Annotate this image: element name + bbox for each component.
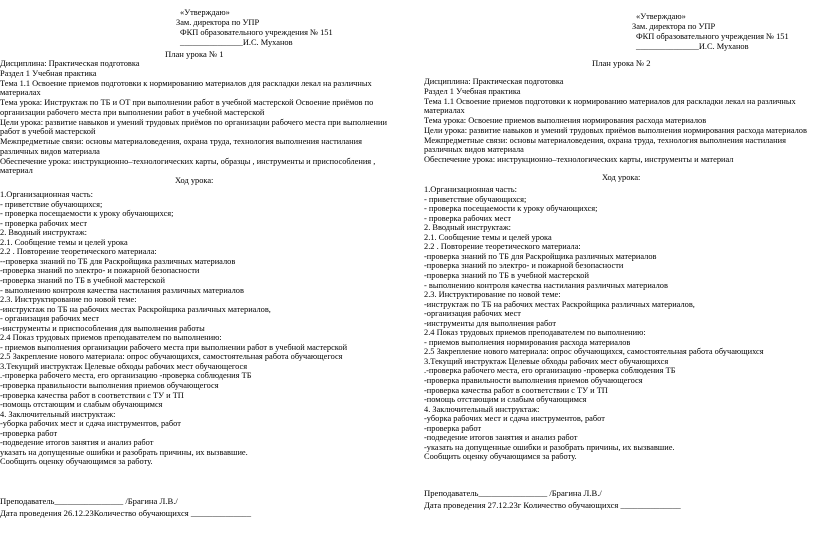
step-line: -инструменты для выполнения работ bbox=[424, 318, 556, 328]
step-line: 2.4 Показ трудовых приемов преподавателем по выполнению: bbox=[0, 333, 222, 343]
step-line: -проверка знаний по ТБ в учебной мастерской bbox=[424, 270, 589, 280]
step-line: -проверка знаний по электро- и пожарной безопасности bbox=[424, 261, 624, 271]
step-line: - приветствие обучающихся; bbox=[0, 199, 103, 209]
step-line: 2.2 . Повторение теоретического материала: bbox=[0, 247, 157, 257]
lesson-info-line: Раздел 1 Учебная практика bbox=[424, 86, 521, 96]
lesson-info-line: Цели урока: развитие навыков и умений трудовых приёмов по организации рабочего места при выполнении bbox=[0, 117, 387, 127]
lesson-info-line: Цели урока: развитие навыков и умений трудовых приёмов выполнения нормирования расхода материалов bbox=[424, 125, 807, 135]
step-line: -подведение итогов занятия и анализ работ bbox=[424, 433, 578, 443]
lesson-info-line: материалах bbox=[0, 88, 41, 98]
approval-position: Зам. директора по УПР bbox=[176, 18, 260, 27]
step-line: 2.1. Сообщение темы и целей урока bbox=[424, 232, 552, 242]
progress-title: Ход урока: bbox=[175, 176, 214, 185]
date-line: Дата проведения 27.12.23г Количество обучающихся ______________ bbox=[424, 500, 681, 510]
step-line: -инструктаж по ТБ на рабочих местах Раскройщика различных материалов, bbox=[424, 299, 695, 309]
step-line: -инструменты и приспособления для выполнения работы bbox=[0, 323, 205, 333]
lesson-info-line: Обеспечение урока: инструкционно–технологических карты, инструменты и материал bbox=[424, 155, 734, 164]
step-line: -подведение итогов занятия и анализ работ bbox=[0, 438, 154, 448]
step-line: -проверка работ bbox=[0, 428, 58, 438]
step-line: Сообщить оценку обучающимся за работу. bbox=[424, 452, 577, 462]
step-line: 1.Организационная часть: bbox=[0, 190, 93, 199]
step-line: 4. Заключительный инструктаж: bbox=[424, 404, 540, 414]
plan-title: План урока № 2 bbox=[592, 58, 651, 68]
lesson-info-line: материалах bbox=[424, 106, 465, 116]
step-line: -проверка работ bbox=[424, 423, 482, 433]
step-line: 2. Вводный инструктаж: bbox=[0, 228, 88, 238]
step-line: 3.Текущий инструктаж Целевые обходы рабочих мест обучающихся bbox=[424, 356, 669, 366]
step-line: Сообщить оценку обучающимся за работу. bbox=[0, 457, 153, 467]
lesson-info-line: Тема урока: Инструктаж по ТБ и ОТ при выполнении работ в учебной мастерской Освоение приёмов по bbox=[0, 98, 374, 107]
teacher-signature: Преподаватель________________ /Брагина Л.В./ bbox=[0, 496, 178, 506]
step-line: -проверка знаний по электро- и пожарной безопасности bbox=[0, 266, 200, 276]
lesson-info-line: материал bbox=[0, 166, 33, 176]
approval-approved: «Утверждаю» bbox=[636, 12, 686, 21]
lesson-info-line: Дисциплина: Практическая подготовка bbox=[424, 77, 564, 86]
step-line: -проверка знаний по ТБ в учебной мастерской bbox=[0, 275, 165, 285]
lesson-info-line: различных видов материала bbox=[0, 146, 100, 156]
step-line: -проверка качества работ в соответствии с ТУ и ТП bbox=[424, 385, 608, 395]
step-line: указать на допущенные ошибки и разобрать причины, их вызвавшие. bbox=[0, 447, 248, 457]
approval-sign: _______________И.С. Муханов bbox=[180, 38, 293, 47]
date-line: Дата проведения 26.12.23Количество обучающихся ______________ bbox=[0, 508, 252, 518]
lesson-info-line: Тема урока: Освоение приемов выполнения нормирования расхода материалов bbox=[424, 116, 707, 125]
step-line: -помощь отстающим и слабым обучающимся bbox=[0, 400, 163, 410]
lesson-info-line: Межпредметные связи: основы материаловедения, охрана труда, технология выполнения настилания bbox=[0, 137, 362, 146]
step-line: 2.3. Инструктирование по новой теме: bbox=[424, 290, 561, 300]
step-line: -уборка рабочих мест и сдача инструментов, работ bbox=[0, 419, 181, 429]
step-line: - приемов выполнения организации рабочего места при выполнении работ в учебной мастерской bbox=[0, 342, 348, 352]
step-line: 2.3. Инструктирование по новой теме: bbox=[0, 295, 137, 305]
lesson-info-line: организации рабочего места при выполнении работ в учебной мастерской bbox=[0, 107, 265, 117]
lesson-info-line: работ в учебой мастерской bbox=[0, 127, 96, 137]
step-line: - приемов выполнения нормирования расхода материалов bbox=[424, 337, 631, 347]
step-line: 2.2 . Повторение теоретического материала: bbox=[424, 242, 581, 252]
step-line: - организация рабочих мест bbox=[0, 314, 100, 324]
lesson-info-line: различных видов материала bbox=[424, 145, 524, 155]
step-line: 2.4 Показ трудовых приемов преподавателем по выполнению: bbox=[424, 328, 646, 338]
lesson-info-line: Межпредметные связи: основы материаловедения, охрана труда, технология выполнения настилания bbox=[424, 135, 786, 145]
step-line: - проверка посещаемости к уроку обучающихся; bbox=[424, 204, 598, 214]
step-line: -организация рабочих мест bbox=[424, 309, 521, 319]
approval-position: Зам. директора по УПР bbox=[632, 22, 716, 31]
step-line: -проверка правильности выполнения приемов обучающегося bbox=[424, 376, 643, 385]
lesson-info-line: Обеспечение урока: инструкционно–технологических карты, образцы , инструменты и приспособления , bbox=[0, 156, 376, 166]
step-line: - выполнению контроля качества настилания различных материалов bbox=[0, 285, 244, 295]
step-line: - выполнению контроля качества настилания различных материалов bbox=[424, 280, 668, 290]
plan-title: План урока № 1 bbox=[165, 49, 224, 59]
step-line: - проверка рабочих мест bbox=[0, 218, 88, 228]
lesson-info-line: Раздел 1 Учебная практика bbox=[0, 68, 97, 78]
step-line: -проверка правильности выполнения приемов обучающегося bbox=[0, 381, 219, 390]
step-line: 2.5 Закрепление нового материала: опрос обучающихся, самостоятельная работа обучающихся bbox=[424, 347, 764, 357]
approval-sign: _______________И.С. Муханов bbox=[636, 42, 749, 51]
step-line: 2.5 Закрепление нового материала: опрос обучающихся, самостоятельная работа обучающегося bbox=[0, 352, 343, 362]
step-line: - приветствие обучающихся; bbox=[424, 194, 527, 204]
lesson-info-line: Тема 1.1 Освоение приемов подготовки к нормированию материалов для раскладки лекал на различных bbox=[424, 96, 796, 106]
step-line: -помощь отстающим и слабым обучающимся bbox=[424, 395, 587, 405]
step-line: -проверка качества работ в соответствии с ТУ и ТП bbox=[0, 390, 184, 400]
teacher-signature: Преподаватель________________ /Брагина Л.В./ bbox=[424, 488, 602, 498]
step-line: .-проверка рабочего места, его организацию -проверка соблюдения ТБ bbox=[0, 371, 252, 381]
step-line: .-проверка рабочего места, его организацию -проверка соблюдения ТБ bbox=[424, 366, 676, 376]
approval-org: ФКП образовательного учреждения № 151 bbox=[636, 32, 789, 41]
approval-org: ФКП образовательного учреждения № 151 bbox=[180, 28, 333, 37]
step-line: 4. Заключительный инструктаж: bbox=[0, 409, 116, 419]
step-line: --проверка знаний по ТБ для Раскройщика различных материалов bbox=[0, 256, 236, 266]
step-line: 2.1. Сообщение темы и целей урока bbox=[0, 237, 128, 247]
approval-approved: «Утверждаю» bbox=[180, 8, 230, 17]
step-line: - проверка рабочих мест bbox=[424, 213, 512, 223]
progress-title: Ход урока: bbox=[602, 173, 641, 182]
lesson-info-line: Тема 1.1 Освоение приемов подготовки к нормированию материалов для раскладки лекал на различных bbox=[0, 78, 372, 88]
step-line: 2. Вводный инструктаж: bbox=[424, 223, 512, 233]
step-line: 1.Организационная часть: bbox=[424, 185, 517, 194]
step-line: -указать на допущенные ошибки и разобрать причины, их вызвавшие. bbox=[424, 442, 675, 452]
step-line: - проверка посещаемости к уроку обучающихся; bbox=[0, 209, 174, 219]
step-line: -проверка знаний по ТБ для Раскройщика различных материалов bbox=[424, 251, 657, 261]
step-line: -инструктаж по ТБ на рабочих местах Раскройщика различных материалов, bbox=[0, 304, 271, 314]
lesson-info-line: Дисциплина: Практическая подготовка bbox=[0, 59, 140, 68]
step-line: -уборка рабочих мест и сдача инструментов, работ bbox=[424, 414, 605, 424]
step-line: 3.Текущий инструктаж Целевые обходы рабочих мест обучающегося bbox=[0, 361, 248, 371]
